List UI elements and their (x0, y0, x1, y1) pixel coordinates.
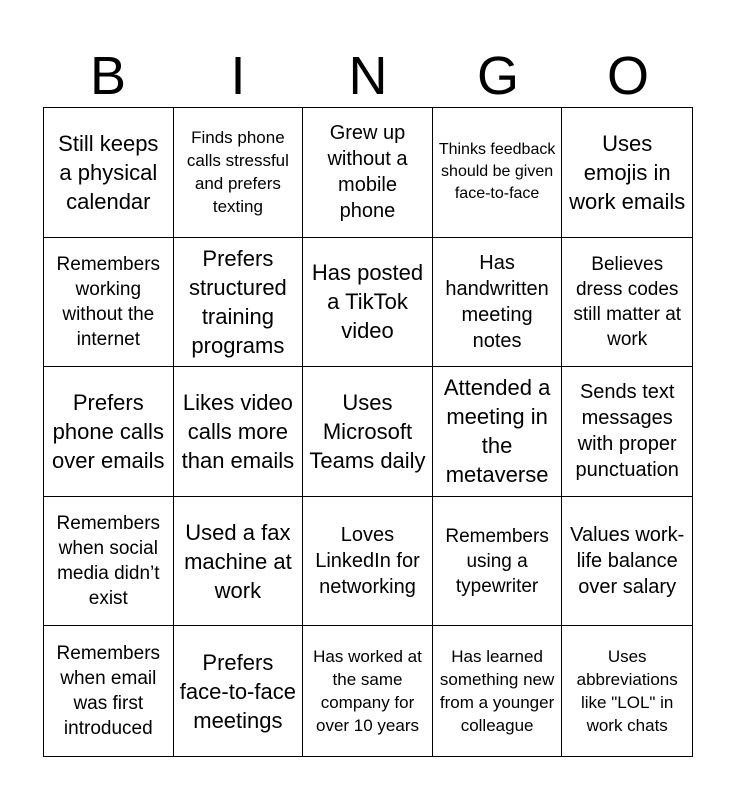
bingo-header (43, 44, 693, 108)
bingo-cell[interactable] (562, 367, 692, 497)
bingo-cell[interactable] (433, 626, 563, 756)
cell-text: Prefers phone calls over emails (52, 389, 165, 473)
header-letter-o: O (606, 46, 649, 106)
cell-text: Remembers when social media didn’t exist (56, 513, 161, 610)
cell-text: Remembers when email was first introduced (56, 643, 161, 740)
bingo-cell[interactable] (433, 238, 563, 368)
cell-text: Attended a meeting in the metaverse (443, 375, 551, 488)
cell-text: Has worked at the same company for over 10 years (313, 647, 422, 736)
bingo-cell[interactable] (303, 626, 433, 756)
bingo-cell[interactable] (44, 626, 174, 756)
header-letter-i: I (230, 46, 246, 106)
bingo-cell[interactable] (174, 497, 304, 627)
cell-text: Believes dress codes still matter at work (573, 253, 682, 350)
cell-text: Likes video calls more than emails (181, 389, 295, 473)
header-letter-n: N (348, 46, 388, 106)
bingo-cell[interactable] (433, 108, 563, 238)
cell-text: Uses Microsoft Teams daily (309, 389, 426, 473)
bingo-cell[interactable] (174, 108, 304, 238)
header-letter-b: B (89, 46, 127, 106)
cell-text: Has handwritten meeting notes (445, 251, 549, 352)
header-letter-g: G (476, 46, 519, 106)
cell-text: Grew up without a mobile phone (327, 122, 408, 223)
cell-text: Has learned something new from a younger colleague (439, 647, 555, 736)
cell-text: Remembers working without the internet (56, 253, 161, 350)
bingo-cell[interactable] (433, 497, 563, 627)
cell-text: Sends text messages with proper punctuation (575, 381, 679, 482)
bingo-cell[interactable] (303, 108, 433, 238)
bingo-cell[interactable] (562, 497, 692, 627)
bingo-cell[interactable] (174, 367, 304, 497)
bingo-cell[interactable] (562, 108, 692, 238)
cell-text: Prefers structured training programs (188, 245, 287, 358)
bingo-cell[interactable] (562, 238, 692, 368)
bingo-cell[interactable] (44, 497, 174, 627)
bingo-board (43, 107, 693, 757)
cell-text: Used a fax machine at work (184, 519, 292, 603)
cell-text: Remembers using a typewriter (445, 525, 549, 597)
cell-text: Thinks feedback should be given face-to-face (438, 141, 556, 203)
bingo-cell[interactable] (303, 367, 433, 497)
cell-text: Finds phone calls stressful and prefers texting (186, 128, 289, 217)
bingo-cell[interactable] (562, 626, 692, 756)
bingo-cell[interactable] (44, 367, 174, 497)
cell-text: Uses emojis in work emails (569, 130, 686, 214)
cell-text: Has posted a TikTok video (311, 260, 424, 344)
cell-text: Values work-life balance over salary (570, 524, 685, 599)
cell-text: Still keeps a physical calendar (58, 130, 159, 214)
bingo-cell[interactable] (174, 626, 304, 756)
bingo-cell[interactable] (44, 108, 174, 238)
bingo-cell[interactable] (44, 238, 174, 368)
bingo-cell[interactable] (303, 497, 433, 627)
cell-text: Prefers face-to-face meetings (179, 649, 296, 733)
bingo-cell[interactable] (433, 367, 563, 497)
bingo-cell[interactable] (174, 238, 304, 368)
cell-text: Uses abbreviations like "LOL" in work chats (576, 647, 678, 736)
bingo-cell[interactable] (303, 238, 433, 368)
cell-text: Loves LinkedIn for networking (315, 524, 420, 599)
